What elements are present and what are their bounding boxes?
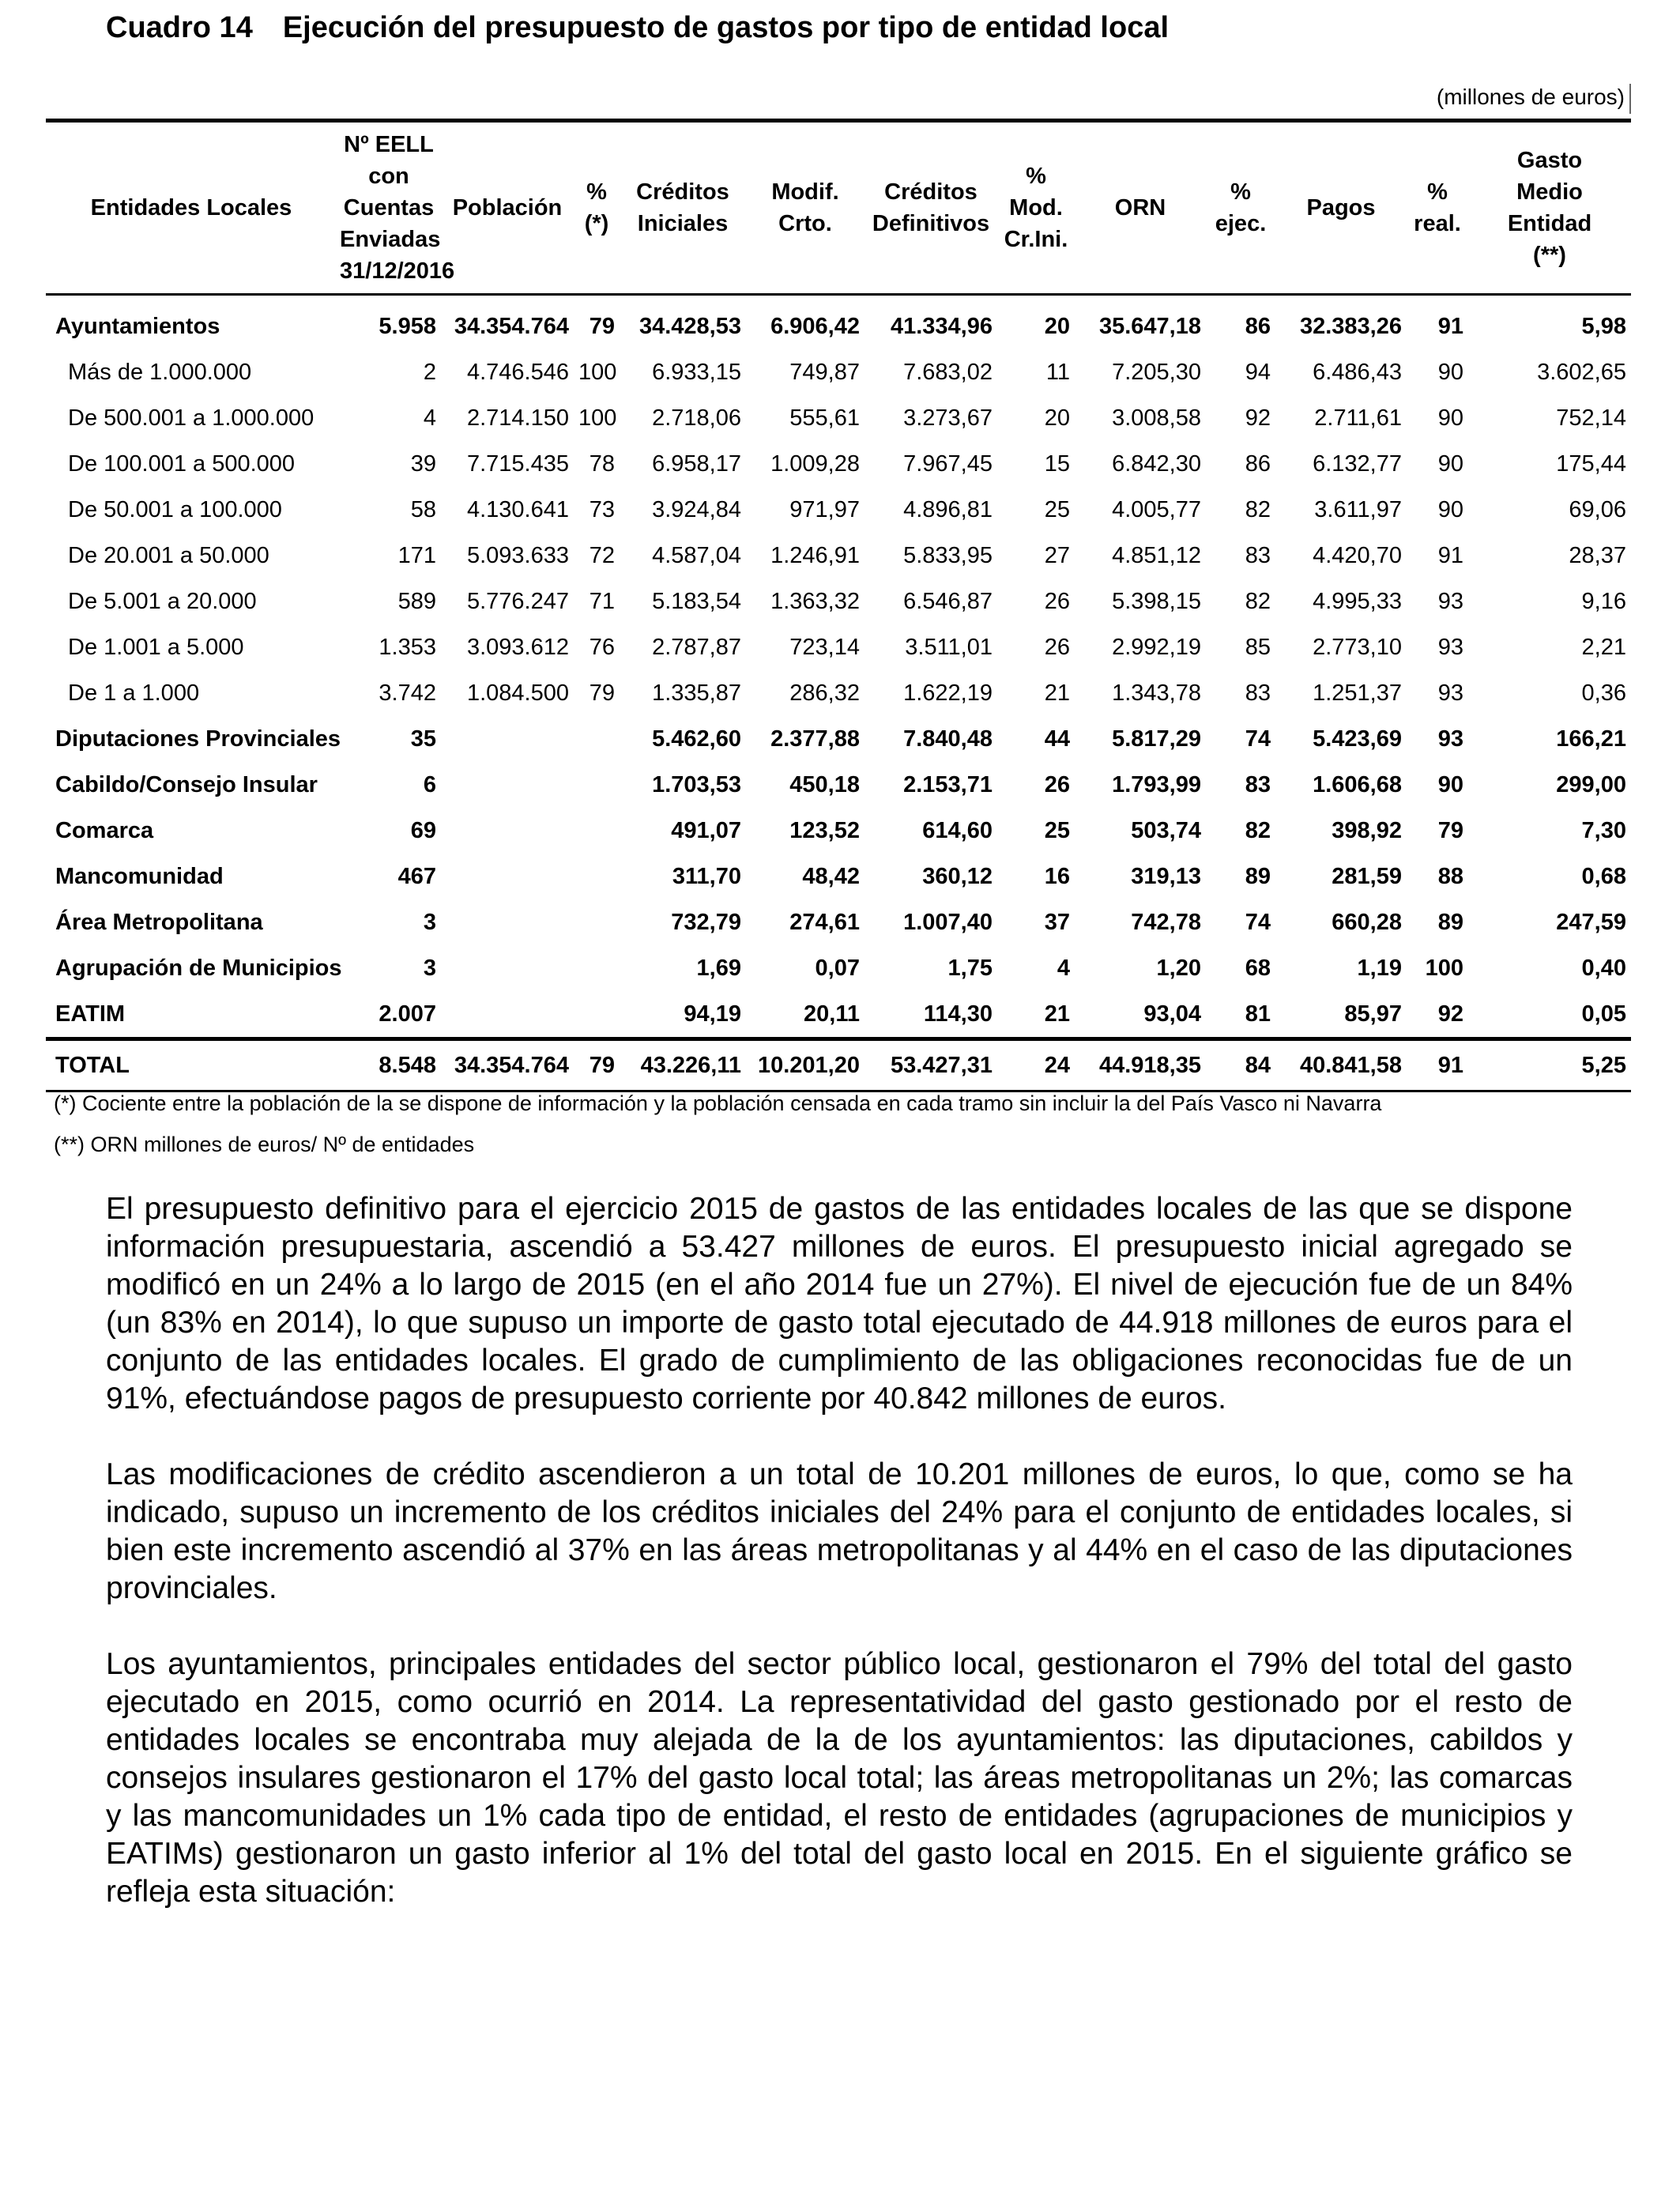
value-cell: 32.383,26 xyxy=(1299,313,1402,339)
value-cell: 5,25 xyxy=(1468,1039,1631,1091)
value-cell xyxy=(441,854,574,899)
value-cell: 1.007,40 xyxy=(903,909,993,935)
value-cell: 25 xyxy=(1044,817,1070,843)
value-cell: 91 xyxy=(1437,542,1463,568)
value-cell: 86 xyxy=(1245,313,1271,339)
value-cell: 0,40 xyxy=(1581,955,1626,981)
value-cell: 732,79 xyxy=(671,909,741,935)
value-cell: 34.354.764 xyxy=(441,1039,574,1091)
column-header-line: Crto. xyxy=(778,211,832,236)
column-header-line: ejec. xyxy=(1215,211,1267,236)
column-header-line: real. xyxy=(1414,211,1461,236)
value-cell: 16 xyxy=(1044,863,1070,889)
value-cell: 171 xyxy=(397,542,436,568)
value-cell: 299,00 xyxy=(1556,771,1626,797)
value-cell: 2.711,61 xyxy=(1314,405,1402,431)
value-cell: 503,74 xyxy=(1131,817,1201,843)
value-cell: 6.933,15 xyxy=(652,359,741,385)
column-header-line: (**) xyxy=(1533,243,1566,268)
value-cell: 319,13 xyxy=(1131,863,1201,889)
table-row xyxy=(46,854,1631,899)
value-cell: 35.647,18 xyxy=(1098,313,1201,339)
value-cell: 90 xyxy=(1437,450,1463,477)
note-average-spending: (**) ORN millones de euros/ Nº de entidades xyxy=(54,1133,475,1156)
value-cell: 0,36 xyxy=(1581,680,1626,706)
table-row xyxy=(46,899,1631,945)
entity-name-cell: De 50.001 a 100.000 xyxy=(68,496,282,522)
paragraph-3: Los ayuntamientos, principales entidades del sector público local, gestionaron el 79% del total del gasto ejecutado en 2015, como ocurrió en 2014. La representatividad del gasto gestionado por el resto de entidades locales se encontraba muy alejada de la de los ayuntamientos: las diputaciones, cabildos y consejos insulares gestionaron el 17% del gasto local total; las áreas metropolitanas un 2%; las comarcas y las mancomunidades un 1% cada tipo de entidad, el resto de entidades (agrupaciones de municipios y EATIMs) gestionaron un gasto inferior al 1% del total del gasto local en 2015. En el siguiente gráfico se refleja esta situación: xyxy=(106,1647,1573,1909)
value-cell: 26 xyxy=(1044,771,1070,797)
value-cell: 82 xyxy=(1245,588,1271,614)
value-cell: 4.130.641 xyxy=(466,496,569,522)
value-cell: 93 xyxy=(1437,588,1463,614)
entity-name-cell: Más de 1.000.000 xyxy=(68,359,252,385)
table-row xyxy=(46,762,1631,808)
value-cell xyxy=(574,945,620,991)
value-cell: 94 xyxy=(1245,359,1271,385)
value-cell: 9,16 xyxy=(1581,588,1626,614)
value-cell: 11 xyxy=(1045,359,1070,385)
value-cell: 6.842,30 xyxy=(1112,450,1201,477)
value-cell: 89 xyxy=(1245,863,1271,889)
body-text xyxy=(106,1190,1573,1949)
value-cell: 1,75 xyxy=(947,955,993,981)
value-cell: 6.906,42 xyxy=(770,313,860,339)
value-cell: 1.084.500 xyxy=(466,680,569,706)
value-cell: 6.958,17 xyxy=(652,450,741,477)
value-cell: 2.714.150 xyxy=(466,405,569,431)
value-cell: 2.718,06 xyxy=(652,405,741,431)
value-cell: 72 xyxy=(589,542,615,568)
value-cell: 0,07 xyxy=(815,955,860,981)
value-cell xyxy=(574,808,620,854)
value-cell: 69,06 xyxy=(1569,496,1626,522)
value-cell: 4.746.546 xyxy=(466,359,569,385)
units-label: (millones de euros) xyxy=(1429,84,1631,114)
value-cell: 114,30 xyxy=(923,1001,993,1027)
value-cell: 35 xyxy=(410,726,436,752)
value-cell: 589 xyxy=(397,588,436,614)
value-cell xyxy=(574,854,620,899)
value-cell: 3.924,84 xyxy=(652,496,741,522)
column-header xyxy=(746,121,864,295)
entity-name-cell: De 1.001 a 5.000 xyxy=(68,634,244,660)
value-cell: 34.428,53 xyxy=(638,313,741,339)
column-header-line: Medio xyxy=(1516,179,1583,205)
value-cell: 4 xyxy=(423,405,436,431)
entity-name-cell: Área Metropolitana xyxy=(55,909,263,935)
value-cell: 93,04 xyxy=(1143,1001,1201,1027)
column-header xyxy=(46,121,337,295)
value-cell: 34.354.764 xyxy=(454,313,569,339)
paragraph-2: Las modificaciones de crédito ascendieron a un total de 10.201 millones de euros, lo que, como se ha indicado, supuso un incremento de los créditos iniciales del 24% para el conjunto de entidades locales, si bien este incremento ascendió al 37% en las áreas metropolitanas y al 44% en el caso de las diputaciones provinciales. xyxy=(106,1457,1573,1605)
value-cell: 4 xyxy=(1057,955,1070,981)
value-cell: 5.183,54 xyxy=(652,588,741,614)
value-cell xyxy=(574,991,620,1039)
value-cell: 100 xyxy=(1425,955,1463,981)
value-cell: 7.715.435 xyxy=(466,450,569,477)
column-header xyxy=(441,121,574,295)
value-cell: 2,21 xyxy=(1581,634,1626,660)
column-header xyxy=(997,121,1075,295)
value-cell: 4.851,12 xyxy=(1112,542,1201,568)
value-cell: 20 xyxy=(1044,313,1070,339)
value-cell: 91 xyxy=(1437,313,1463,339)
table-row xyxy=(46,295,1631,350)
column-header-line: Entidades Locales xyxy=(90,195,292,221)
value-cell: 93 xyxy=(1437,726,1463,752)
value-cell: 4.587,04 xyxy=(652,542,741,568)
value-cell: 1.363,32 xyxy=(770,588,860,614)
value-cell: 398,92 xyxy=(1332,817,1402,843)
value-cell: 1.353 xyxy=(379,634,436,660)
value-cell: 74 xyxy=(1245,726,1271,752)
value-cell xyxy=(441,991,574,1039)
value-cell: 7.205,30 xyxy=(1112,359,1201,385)
table-row xyxy=(46,349,1631,395)
value-cell: 2.787,87 xyxy=(652,634,741,660)
value-cell: 1.246,91 xyxy=(770,542,860,568)
value-cell: 21 xyxy=(1044,1001,1070,1027)
value-cell: 71 xyxy=(589,588,615,614)
table-body xyxy=(46,295,1631,1091)
value-cell: 6.486,43 xyxy=(1313,359,1402,385)
value-cell: 20,11 xyxy=(804,1001,860,1027)
entity-name-cell: De 100.001 a 500.000 xyxy=(68,450,296,477)
value-cell: 90 xyxy=(1437,359,1463,385)
value-cell: 6.546,87 xyxy=(903,588,993,614)
value-cell: 83 xyxy=(1245,771,1271,797)
budget-table xyxy=(46,119,1631,1092)
value-cell: 73 xyxy=(589,496,615,522)
table-row xyxy=(46,945,1631,991)
column-header-line: Cr.Ini. xyxy=(1004,227,1068,252)
entity-name-cell: Mancomunidad xyxy=(55,863,224,889)
table-row xyxy=(46,441,1631,487)
value-cell: 1,20 xyxy=(1156,955,1201,981)
value-cell: 3.742 xyxy=(379,680,436,706)
value-cell: 1.622,19 xyxy=(903,680,993,706)
column-header-line: Definitivos xyxy=(872,211,990,236)
value-cell: 84 xyxy=(1206,1039,1275,1091)
column-header-line: Enviadas xyxy=(340,227,441,252)
value-cell: 5.423,69 xyxy=(1313,726,1402,752)
value-cell xyxy=(574,762,620,808)
column-header xyxy=(1275,121,1407,295)
value-cell: 281,59 xyxy=(1332,863,1402,889)
value-cell: 555,61 xyxy=(789,405,860,431)
value-cell: 5.462,60 xyxy=(652,726,741,752)
page-title xyxy=(106,11,1169,45)
value-cell: 491,07 xyxy=(671,817,741,843)
value-cell: 247,59 xyxy=(1556,909,1626,935)
entity-name-cell: TOTAL xyxy=(46,1039,337,1091)
column-header-line: Gasto xyxy=(1516,148,1583,173)
value-cell: 92 xyxy=(1245,405,1271,431)
value-cell: 1.606,68 xyxy=(1313,771,1402,797)
value-cell: 1,69 xyxy=(696,955,741,981)
value-cell: 83 xyxy=(1245,542,1271,568)
column-header-line: Iniciales xyxy=(637,211,729,236)
value-cell: 6.132,77 xyxy=(1313,450,1402,477)
value-cell: 82 xyxy=(1245,817,1271,843)
value-cell: 69 xyxy=(410,817,436,843)
value-cell: 100 xyxy=(578,359,617,385)
entity-name-cell: Comarca xyxy=(55,817,154,843)
column-header-line: Mod. xyxy=(1009,195,1063,221)
value-cell xyxy=(574,716,620,762)
value-cell: 78 xyxy=(589,450,615,477)
value-cell: 100 xyxy=(578,405,617,431)
value-cell: 467 xyxy=(397,863,436,889)
value-cell: 76 xyxy=(589,634,615,660)
value-cell: 3.511,01 xyxy=(905,634,993,660)
value-cell: 1.793,99 xyxy=(1112,771,1201,797)
entity-name-cell: EATIM xyxy=(55,1001,126,1027)
column-header xyxy=(1407,121,1468,295)
value-cell: 79 xyxy=(1437,817,1463,843)
value-cell: 90 xyxy=(1437,771,1463,797)
table-row xyxy=(46,670,1631,716)
value-cell: 360,12 xyxy=(922,863,993,889)
column-header-line: Población xyxy=(452,195,563,221)
value-cell: 5.093.633 xyxy=(466,542,569,568)
column-header xyxy=(1468,121,1631,295)
value-cell: 5.817,29 xyxy=(1112,726,1201,752)
value-cell: 26 xyxy=(1044,634,1070,660)
value-cell: 749,87 xyxy=(789,359,860,385)
table-row xyxy=(46,624,1631,670)
value-cell: 79 xyxy=(589,680,615,706)
value-cell: 7.967,45 xyxy=(903,450,993,477)
column-header-line: con xyxy=(368,164,409,189)
value-cell: 166,21 xyxy=(1556,726,1626,752)
value-cell: 3.602,65 xyxy=(1537,359,1626,385)
paragraph-1: El presupuesto definitivo para el ejercicio 2015 de gastos de las entidades locales de las que se dispone información presupuestaria, ascendió a 53.427 millones de euros. El presupuesto inicial agregado se modificó en un 24% a lo largo de 2015 (en el año 2014 fue un 27%). El nivel de ejecución fue de un 84% (un 83% en 2014), lo que supuso un importe de gasto total ejecutado de 44.918 millones de euros para el conjunto de las entidades locales. El grado de cumplimiento de las obligaciones reconocidas fue de un 91%, efectuándose pagos de presupuesto corriente por 40.842 millones de euros. xyxy=(106,1192,1573,1416)
value-cell: 5.776.247 xyxy=(466,588,569,614)
value-cell: 8.548 xyxy=(337,1039,441,1091)
value-cell: 2 xyxy=(423,359,436,385)
value-cell: 1.703,53 xyxy=(652,771,741,797)
value-cell: 1.343,78 xyxy=(1112,680,1201,706)
value-cell: 21 xyxy=(1044,680,1070,706)
entity-name-cell: De 1 a 1.000 xyxy=(68,680,200,706)
entity-name-cell: De 500.001 a 1.000.000 xyxy=(68,405,315,431)
value-cell: 4.005,77 xyxy=(1112,496,1201,522)
value-cell: 90 xyxy=(1437,405,1463,431)
value-cell: 24 xyxy=(997,1039,1075,1091)
value-cell: 58 xyxy=(410,496,436,522)
column-header xyxy=(1206,121,1275,295)
column-header-line: Modif. xyxy=(771,179,839,205)
value-cell xyxy=(441,899,574,945)
table-row xyxy=(46,991,1631,1039)
table-header-row xyxy=(46,121,1631,295)
value-cell: 44 xyxy=(1044,726,1070,752)
column-header-line: % xyxy=(1026,164,1046,189)
value-cell: 2.992,19 xyxy=(1112,634,1201,660)
column-header-line: Entidad xyxy=(1507,211,1592,236)
entity-name-cell: Diputaciones Provinciales xyxy=(55,726,341,752)
value-cell: 85 xyxy=(1245,634,1271,660)
value-cell: 68 xyxy=(1245,955,1271,981)
value-cell: 2.153,71 xyxy=(903,771,993,797)
value-cell: 85,97 xyxy=(1344,1001,1402,1027)
value-cell: 5.958 xyxy=(379,313,436,339)
table-notes xyxy=(54,1083,1381,1165)
value-cell: 88 xyxy=(1437,863,1463,889)
value-cell xyxy=(441,945,574,991)
column-header-line: ORN xyxy=(1114,195,1166,221)
value-cell: 752,14 xyxy=(1556,405,1626,431)
value-cell: 5,98 xyxy=(1581,313,1626,339)
value-cell: 2.007 xyxy=(379,1001,436,1027)
value-cell: 4.420,70 xyxy=(1313,542,1402,568)
value-cell: 92 xyxy=(1437,1001,1463,1027)
value-cell: 660,28 xyxy=(1332,909,1402,935)
value-cell: 37 xyxy=(1044,909,1070,935)
value-cell: 286,32 xyxy=(789,680,860,706)
value-cell: 90 xyxy=(1437,496,1463,522)
table-number: Cuadro 14 xyxy=(106,11,253,44)
value-cell: 10.201,20 xyxy=(746,1039,864,1091)
column-header xyxy=(620,121,746,295)
value-cell: 48,42 xyxy=(802,863,860,889)
column-header-line: 31/12/2016 xyxy=(340,258,455,284)
value-cell: 2.377,88 xyxy=(770,726,860,752)
value-cell xyxy=(441,716,574,762)
value-cell: 7.840,48 xyxy=(903,726,993,752)
value-cell: 723,14 xyxy=(789,634,860,660)
value-cell: 25 xyxy=(1044,496,1070,522)
column-header-line: % xyxy=(586,179,607,205)
value-cell: 274,61 xyxy=(789,909,860,935)
value-cell: 82 xyxy=(1245,496,1271,522)
column-header-line: Nº EELL xyxy=(344,132,434,157)
value-cell: 39 xyxy=(410,450,436,477)
value-cell: 1,19 xyxy=(1357,955,1402,981)
value-cell: 175,44 xyxy=(1556,450,1626,477)
table-row xyxy=(46,487,1631,533)
value-cell: 53.427,31 xyxy=(864,1039,997,1091)
column-header xyxy=(1075,121,1206,295)
value-cell: 15 xyxy=(1044,450,1070,477)
value-cell: 89 xyxy=(1437,909,1463,935)
value-cell: 86 xyxy=(1245,450,1271,477)
column-header xyxy=(337,121,455,295)
value-cell: 93 xyxy=(1437,634,1463,660)
column-header-line: (*) xyxy=(584,211,609,236)
value-cell: 5.398,15 xyxy=(1112,588,1201,614)
column-header xyxy=(864,121,997,295)
value-cell: 4.896,81 xyxy=(903,496,993,522)
entity-name-cell: De 5.001 a 20.000 xyxy=(68,588,257,614)
value-cell: 0,68 xyxy=(1581,863,1626,889)
value-cell: 79 xyxy=(574,1039,620,1091)
column-header-line: % xyxy=(1427,179,1448,205)
table-title: Ejecución del presupuesto de gastos por tipo de entidad local xyxy=(282,11,1170,44)
value-cell: 7,30 xyxy=(1581,817,1626,843)
entity-name-cell: De 20.001 a 50.000 xyxy=(68,542,269,568)
value-cell: 74 xyxy=(1245,909,1271,935)
value-cell: 28,37 xyxy=(1569,542,1626,568)
note-population: (*) Cociente entre la población de la se dispone de información y la población censada en cada tramo sin incluir la del País Vasco ni Navarra xyxy=(54,1091,1382,1115)
value-cell: 123,52 xyxy=(789,817,860,843)
value-cell: 40.841,58 xyxy=(1275,1039,1407,1091)
value-cell: 3.093.612 xyxy=(466,634,569,660)
value-cell: 43.226,11 xyxy=(620,1039,746,1091)
value-cell: 1.009,28 xyxy=(770,450,860,477)
value-cell: 450,18 xyxy=(789,771,860,797)
value-cell: 44.918,35 xyxy=(1075,1039,1206,1091)
column-header-line: % xyxy=(1230,179,1251,205)
value-cell: 79 xyxy=(589,313,615,339)
value-cell: 2.773,10 xyxy=(1313,634,1402,660)
entity-name-cell: Cabildo/Consejo Insular xyxy=(55,771,318,797)
value-cell: 27 xyxy=(1044,542,1070,568)
table-row xyxy=(46,395,1631,441)
value-cell: 94,19 xyxy=(684,1001,741,1027)
value-cell: 3.611,97 xyxy=(1314,496,1402,522)
value-cell: 742,78 xyxy=(1131,909,1201,935)
entity-name-cell: Agrupación de Municipios xyxy=(55,955,342,981)
value-cell: 93 xyxy=(1437,680,1463,706)
value-cell xyxy=(574,899,620,945)
table-row xyxy=(46,716,1631,762)
value-cell: 6 xyxy=(423,771,436,797)
table-row xyxy=(46,579,1631,624)
value-cell: 83 xyxy=(1245,680,1271,706)
value-cell: 3.273,67 xyxy=(903,405,993,431)
value-cell: 81 xyxy=(1245,1001,1271,1027)
table-row xyxy=(46,533,1631,579)
value-cell: 0,05 xyxy=(1581,1001,1626,1027)
value-cell: 4.995,33 xyxy=(1313,588,1402,614)
value-cell: 614,60 xyxy=(922,817,993,843)
value-cell: 3.008,58 xyxy=(1112,405,1201,431)
value-cell: 971,97 xyxy=(789,496,860,522)
value-cell: 1.335,87 xyxy=(652,680,741,706)
value-cell: 20 xyxy=(1044,405,1070,431)
table-row xyxy=(46,808,1631,854)
value-cell: 3 xyxy=(423,955,436,981)
value-cell: 311,70 xyxy=(672,863,741,889)
value-cell: 26 xyxy=(1044,588,1070,614)
value-cell: 5.833,95 xyxy=(903,542,993,568)
column-header-line: Créditos xyxy=(884,179,977,205)
value-cell: 41.334,96 xyxy=(890,313,993,339)
entity-name-cell: Ayuntamientos xyxy=(55,313,220,339)
value-cell xyxy=(441,762,574,808)
value-cell: 3 xyxy=(423,909,436,935)
column-header-line: Créditos xyxy=(636,179,729,205)
value-cell xyxy=(441,808,574,854)
column-header-line: Cuentas xyxy=(343,195,435,221)
budget-table-container xyxy=(46,119,1631,1092)
value-cell: 7.683,02 xyxy=(903,359,993,385)
value-cell: 1.251,37 xyxy=(1313,680,1402,706)
value-cell: 91 xyxy=(1407,1039,1468,1091)
column-header xyxy=(574,121,620,295)
column-header-line: Pagos xyxy=(1306,195,1376,221)
